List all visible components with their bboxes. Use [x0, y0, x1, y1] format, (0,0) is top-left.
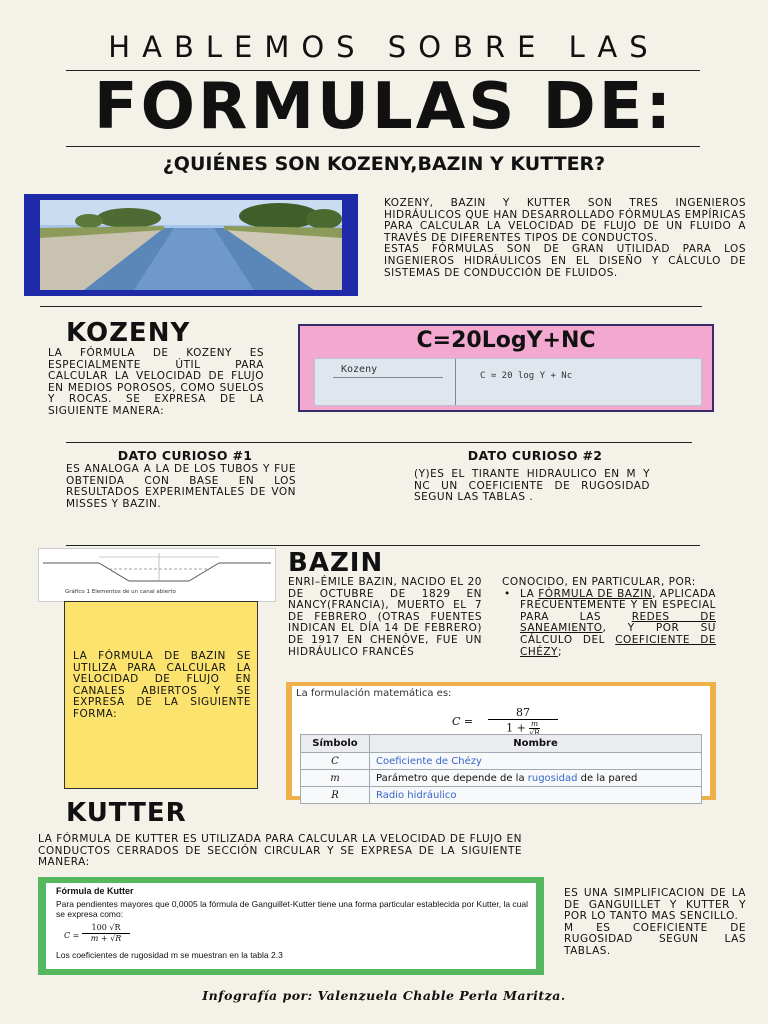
kutter-eq-lhs: C = — [64, 931, 80, 940]
dato-curioso-1-text: ES ANALOGA A LA DE LOS TUBOS Y FUE OBTENIDA CON BASE EN LOS RESULTADOS EXPERIMENTALES DE VON MISSES Y BAZIN. — [66, 463, 296, 510]
bazin-known-text — [494, 577, 716, 658]
divider — [66, 146, 700, 147]
bazin-eq-fraction — [488, 706, 558, 737]
intro-paragraph-2: ESTAS FÓRMULAS SON DE GRAN UTILIDAD PARA LOS INGENIEROS HIDRÁULICOS EN EL DISEÑO Y CÁLCULO DE SISTEMAS DE CONDUCCIÓN DE FLUIDOS. — [384, 243, 746, 279]
bazin-eq-den-m: m — [531, 719, 539, 728]
table-cell-text: de la pared — [577, 772, 638, 784]
bazin-bullet-text: ; — [557, 645, 563, 658]
link-formula-bazin[interactable]: FÓRMULA DE BAZIN — [538, 587, 653, 600]
question-heading: ¿QUIÉNES SON KOZENY,BAZIN Y KUTTER? — [162, 153, 606, 175]
kutter-eq-num: 100 √R — [82, 923, 130, 934]
bazin-eq-lhs: C = — [452, 715, 474, 728]
bazin-bio-text — [288, 577, 482, 658]
table-header-name: Nombre — [370, 735, 702, 753]
kutter-side-text-1: ES UNA SIMPLIFICACION DE LA DE GANGUILLET Y KUTTER Y POR LO TANTO MAS SENCILLO. — [564, 887, 746, 923]
table-row — [301, 787, 702, 804]
table-header-symbol: Símbolo — [301, 735, 370, 753]
kutter-text: LA FÓRMULA DE KUTTER ES UTILIZADA PARA CALCULAR LA VELOCIDAD DE FLUJO EN CONDUCTOS CERRADOS DE SECCIÓN CIRCULAR Y SE EXPRESA DE LA SIGUIENTE MANERA: — [38, 833, 522, 869]
kutter-formula-inner — [46, 883, 536, 969]
bazin-formula-panel — [286, 682, 716, 800]
link-rugosidad[interactable]: rugosidad — [527, 772, 578, 784]
link-redes-saneamiento[interactable]: REDES DE SANEAMIENTO — [520, 610, 716, 635]
kutter-box-text: Para pendientes mayores que 0,0005 la fórmula de Ganguillet-Kutter tiene una forma particular establecida por Kutter, la cual se expresa como: — [56, 899, 529, 919]
bazin-bullet-text: , Y POR SU CÁLCULO DEL — [520, 622, 716, 646]
kozeny-scan-formula: C = 20 log Y + Nc — [480, 371, 573, 381]
kutter-side-text-2: M ES COEFICIENTE DE RUGOSIDAD SEGUN LAS TABLAS. — [564, 921, 746, 957]
link-radio-hidraulico[interactable]: Radio hidráulico — [370, 787, 702, 804]
header-line-1: HABLEMOS SOBRE LAS — [108, 30, 660, 64]
kozeny-scan-label: Kozeny — [341, 364, 378, 375]
dato-curioso-1-title: DATO CURIOSO #1 — [117, 448, 253, 463]
intro-paragraph-1: KOZENY, BAZIN Y KUTTER SON TRES INGENIEROS HIDRÁULICOS QUE HAN DESARROLLADO FÓRMULAS EMPÍRICAS PARA CALCULAR LA VELOCIDAD DE FLUJO DE UN FLUIDO A TRAVÉS DE DIFERENTES TIPOS DE CONDUCTOS. — [384, 197, 746, 244]
table-row — [301, 753, 702, 770]
divider — [40, 306, 702, 307]
dato-curioso-2-text: (Y)ES EL TIRANTE HIDRAULICO EN M Y NC UN COEFICIENTE DE RUGOSIDAD SEGUN LAS TABLAS . — [414, 468, 650, 504]
bazin-formula-inner — [292, 686, 710, 801]
bazin-eq-den-r: √R — [529, 728, 540, 737]
kozeny-text: LA FÓRMULA DE KOZENY ES ESPECIALMENTE ÚTIL PARA CALCULAR LA VELOCIDAD DE FLUJO EN MEDIOS POROSOS, COMO SUELOS Y ROCAS. SE EXPRESA DE LA SIGUIENTE MANERA: — [48, 347, 264, 417]
intro-text — [384, 198, 746, 279]
bullet-dot-icon: • — [504, 587, 511, 600]
kozeny-scan-line — [333, 377, 443, 378]
table-cell-text: Parámetro que depende de la — [376, 772, 528, 784]
kutter-eq-fraction — [82, 923, 130, 944]
bazin-formula-caption: La formulación matemática es: — [296, 688, 452, 699]
bazin-symbol-table — [300, 734, 702, 804]
divider — [66, 442, 692, 443]
table-cell-symbol: R — [301, 787, 370, 804]
bazin-bullet — [494, 589, 716, 659]
divider — [66, 545, 700, 546]
table-cell-symbol: m — [301, 770, 370, 787]
kutter-box-title: Fórmula de Kutter — [56, 886, 134, 896]
bazin-bullet-text: LA — [520, 587, 539, 600]
bazin-known-intro: CONOCIDO, EN PARTICULAR, POR: — [502, 576, 696, 588]
kutter-title: KUTTER — [66, 798, 187, 828]
kozeny-scan-divider — [455, 359, 456, 405]
table-row — [301, 770, 702, 787]
kutter-box-note: Los coeficientes de rugosidad m se muestran en la tabla 2.3 — [56, 950, 283, 960]
header-line-2: FORMULAS DE: — [93, 70, 675, 144]
bazin-eq-den-a: 1 + — [506, 721, 526, 735]
bazin-yellow-text: LA FÓRMULA DE BAZIN SE UTILIZA PARA CALCULAR LA VELOCIDAD DE FLUJO EN CANALES ABIERTOS Y SE EXPRESA DE LA SIGUIENTE FORMA: — [73, 650, 251, 720]
link-coeficiente-chezy[interactable]: COEFICIENTE DE CHÉZY — [520, 633, 717, 658]
dato-curioso-2-title: DATO CURIOSO #2 — [467, 448, 603, 463]
kutter-eq-den: m + √R — [90, 934, 122, 943]
table-cell-symbol: C — [301, 753, 370, 770]
canal-photo — [24, 194, 358, 296]
bazin-bio: ENRI–ÉMILE BAZIN, NACIDO EL 20 DE OCTUBRE DE 1829 EN NANCY(FRANCIA), MUERTO EL 7 DE FEBRERO (OTRAS FUENTES INDICAN EL DÍA 14 DE FEBRERO) DE 1917 EN CHENÔVE, FUE UN HIDRÁULICO FRANCÉS — [288, 576, 482, 658]
bazin-bullet-text: , APLICADA FRECUENTEMENTE Y EN ESPECIAL PARA LAS — [520, 587, 716, 623]
kutter-side-text — [564, 888, 746, 958]
canal-photo-image — [24, 194, 358, 296]
link-coeficiente-chezy-cell[interactable]: Coeficiente de Chézy — [370, 753, 702, 770]
kozeny-formula: C=20LogY+NC — [416, 328, 596, 353]
bazin-yellow-box — [64, 601, 258, 789]
bazin-title: BAZIN — [288, 548, 384, 578]
canal-diagram-caption: Gráfico 1 Elementos de un canal abierto — [65, 589, 176, 595]
kozeny-formula-box — [298, 324, 714, 412]
footer-credit: Infografía por: Valenzuela Chable Perla Maritza. — [202, 988, 566, 1003]
kozeny-scan — [314, 358, 702, 406]
kozeny-title: KOZENY — [66, 318, 191, 348]
bazin-eq-num: 87 — [488, 706, 558, 720]
canal-diagram — [38, 548, 276, 602]
kutter-formula-panel — [38, 877, 544, 975]
table-cell-name — [370, 770, 702, 787]
